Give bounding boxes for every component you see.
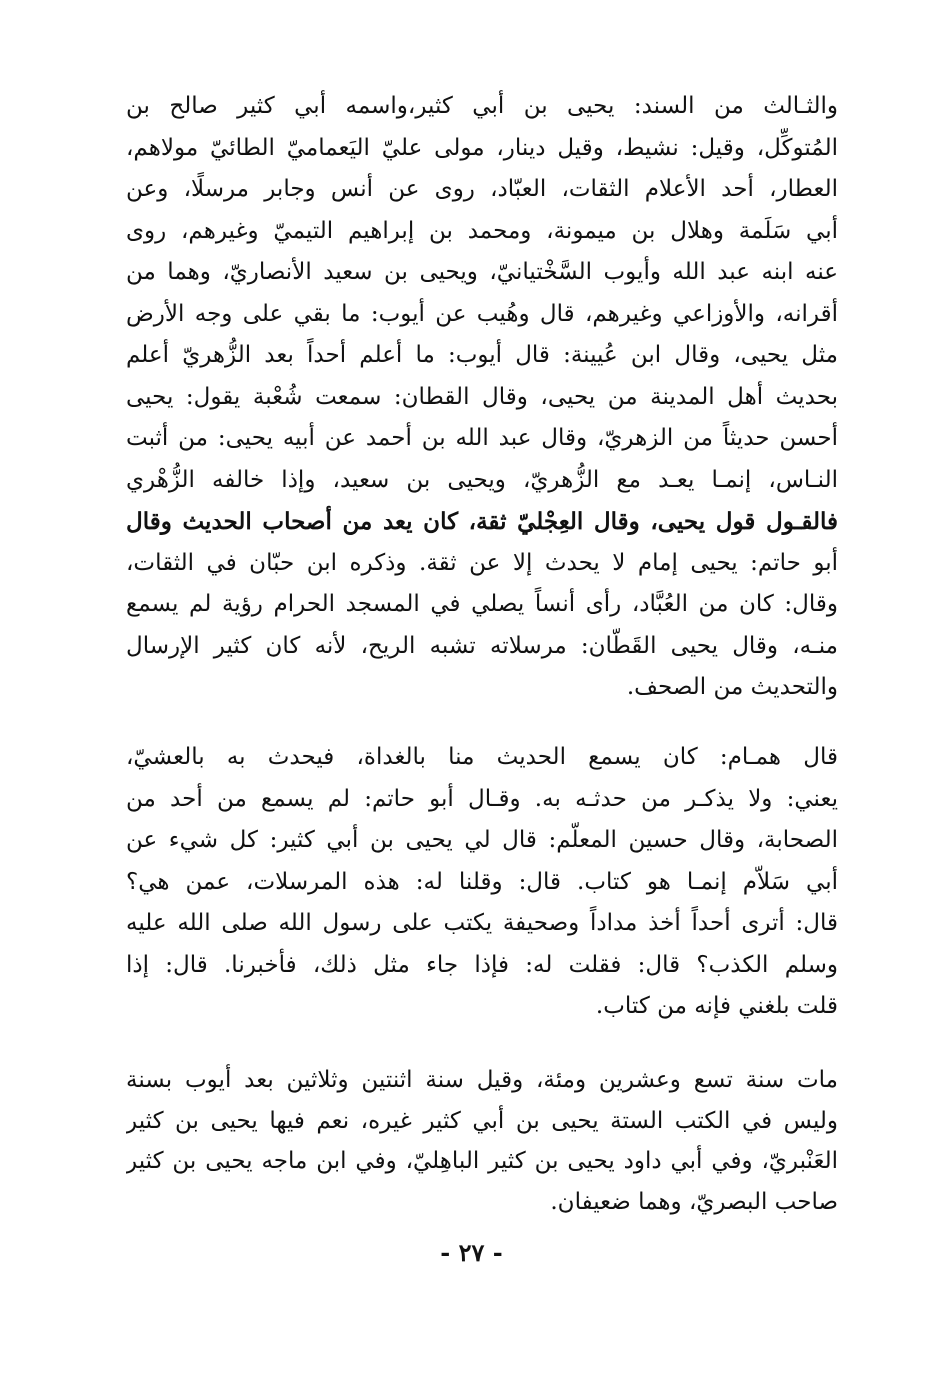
text-line-bold: فالقـول قول يحيى، وقال العِجْليّ ثقة، كان يعد من أصحاب الحديث وقال [126,508,838,535]
page-number: - ٢٧ - [440,1238,503,1267]
text-line: صاحب البصريّ، وهما ضعيفان. [550,1188,838,1215]
paragraph-narrator-biography [126,86,838,709]
text-line: أبي سَلَمة وهلال بن ميمونة، ومحمد بن إبراهيم التيميّ وغيرهم، روى [126,217,838,244]
text-line: الصحابة، وقال حسين المعلّم: قال لي يحيى بن أبي كثير: كل شيء عن [126,827,838,853]
text-line: يعني: ولا يذكـر من حدثـه به. وقـال أبو حاتم: لم يسمع من أحد من [126,785,838,812]
paragraph-death-year [126,1060,838,1222]
text-line: وقال: كان من العُبَّاد، رأى أنساً يصلي في المسجد الحرام رؤية لم يسمع [126,591,838,617]
text-line: قال همـام: كان يسمع الحديث منا بالغداة، فيحدث به بالعشيّ، [126,744,838,770]
text-line: أبو حاتم: يحيى إمام لا يحدث إلا عن ثقة. وذكره ابن حبّان في الثقات، [126,549,838,576]
text-line: عنه ابنه عبد الله وأيوب السَّخْتيانيّ، ويحيى بن سعيد الأنصاريّ، وهما من [126,259,838,285]
text-line: النـاس، إنمـا يعـد مع الزُّهريّ، ويحيى بن سعيد، وإذا خالفه الزُّهْري [126,466,838,493]
text-line: منـه، وقال يحيى القَطّان: مرسلاته تشبه الريح، لأنه كان كثير الإرسال [126,632,838,659]
text-line: وليس في الكتب الستة يحيى بن أبي كثير غيره، نعم فيها يحيى بن كثير [126,1107,838,1134]
text-line: أحسن حديثاً من الزهريّ، وقال عبد الله بن أحمد عن أبيه يحيى: من أثبت [126,425,838,451]
text-line: المُتوكِّل، وقيل: نشيط، وقيل دينار، مولى عليّ اليَعماميّ الطائيّ مولاهم، [126,134,838,161]
text-line: وسلم الكذب؟ قال: فقلت له: فإذا جاء مثل ذلك، فأخبرنا. قال: إذا [126,951,838,978]
text-line: أقرانه، والأوزاعي وغيرهم، قال وهُيب عن أيوب: ما بقي على وجه الأرض [126,300,838,327]
text-line: مثل يحيى، وقال ابن عُيينة: قال أيوب: ما أعلم أحداً بعد الزُّهريّ أعلم [126,342,838,368]
text-line: قلت بلغني فإنه من كتاب. [595,993,838,1019]
paragraph-hammam-quote [126,737,838,1028]
text-line: مات سنة تسع وعشرين ومئة، وقيل سنة اثنتين وثلاثين بعد أيوب بسنة [126,1067,838,1093]
text-line: بحديث أهل المدينة من يحيى، وقال القطان: سمعت شُعْبة يقول: يحيى [126,383,838,410]
text-line: العَنْبريّ، وفي أبي داود يحيى بن كثير الباهِليّ، وفي ابن ماجه يحيى بن كثير [126,1148,838,1174]
text-line: العطار، أحد الأعلام الثقات، العبّاد، روى عن أنس وجابر مرسلًا، وعن [126,176,838,202]
text-line: أبي سَلاّم إنمـا هو كتاب. قال: وقلنا له: هذه المرسلات، عمن هي؟ [126,868,838,895]
text-line: والتحديث من الصحف. [626,674,838,700]
text-line: قال: أترى أحداً أخذ مداداً وصحيفة يكتب على رسول الله صلى الله عليه [126,910,838,936]
text-line: والثـالث من السند: يحيى بن أبي كثير،واسمه أبي كثير صالح بن [126,93,838,119]
